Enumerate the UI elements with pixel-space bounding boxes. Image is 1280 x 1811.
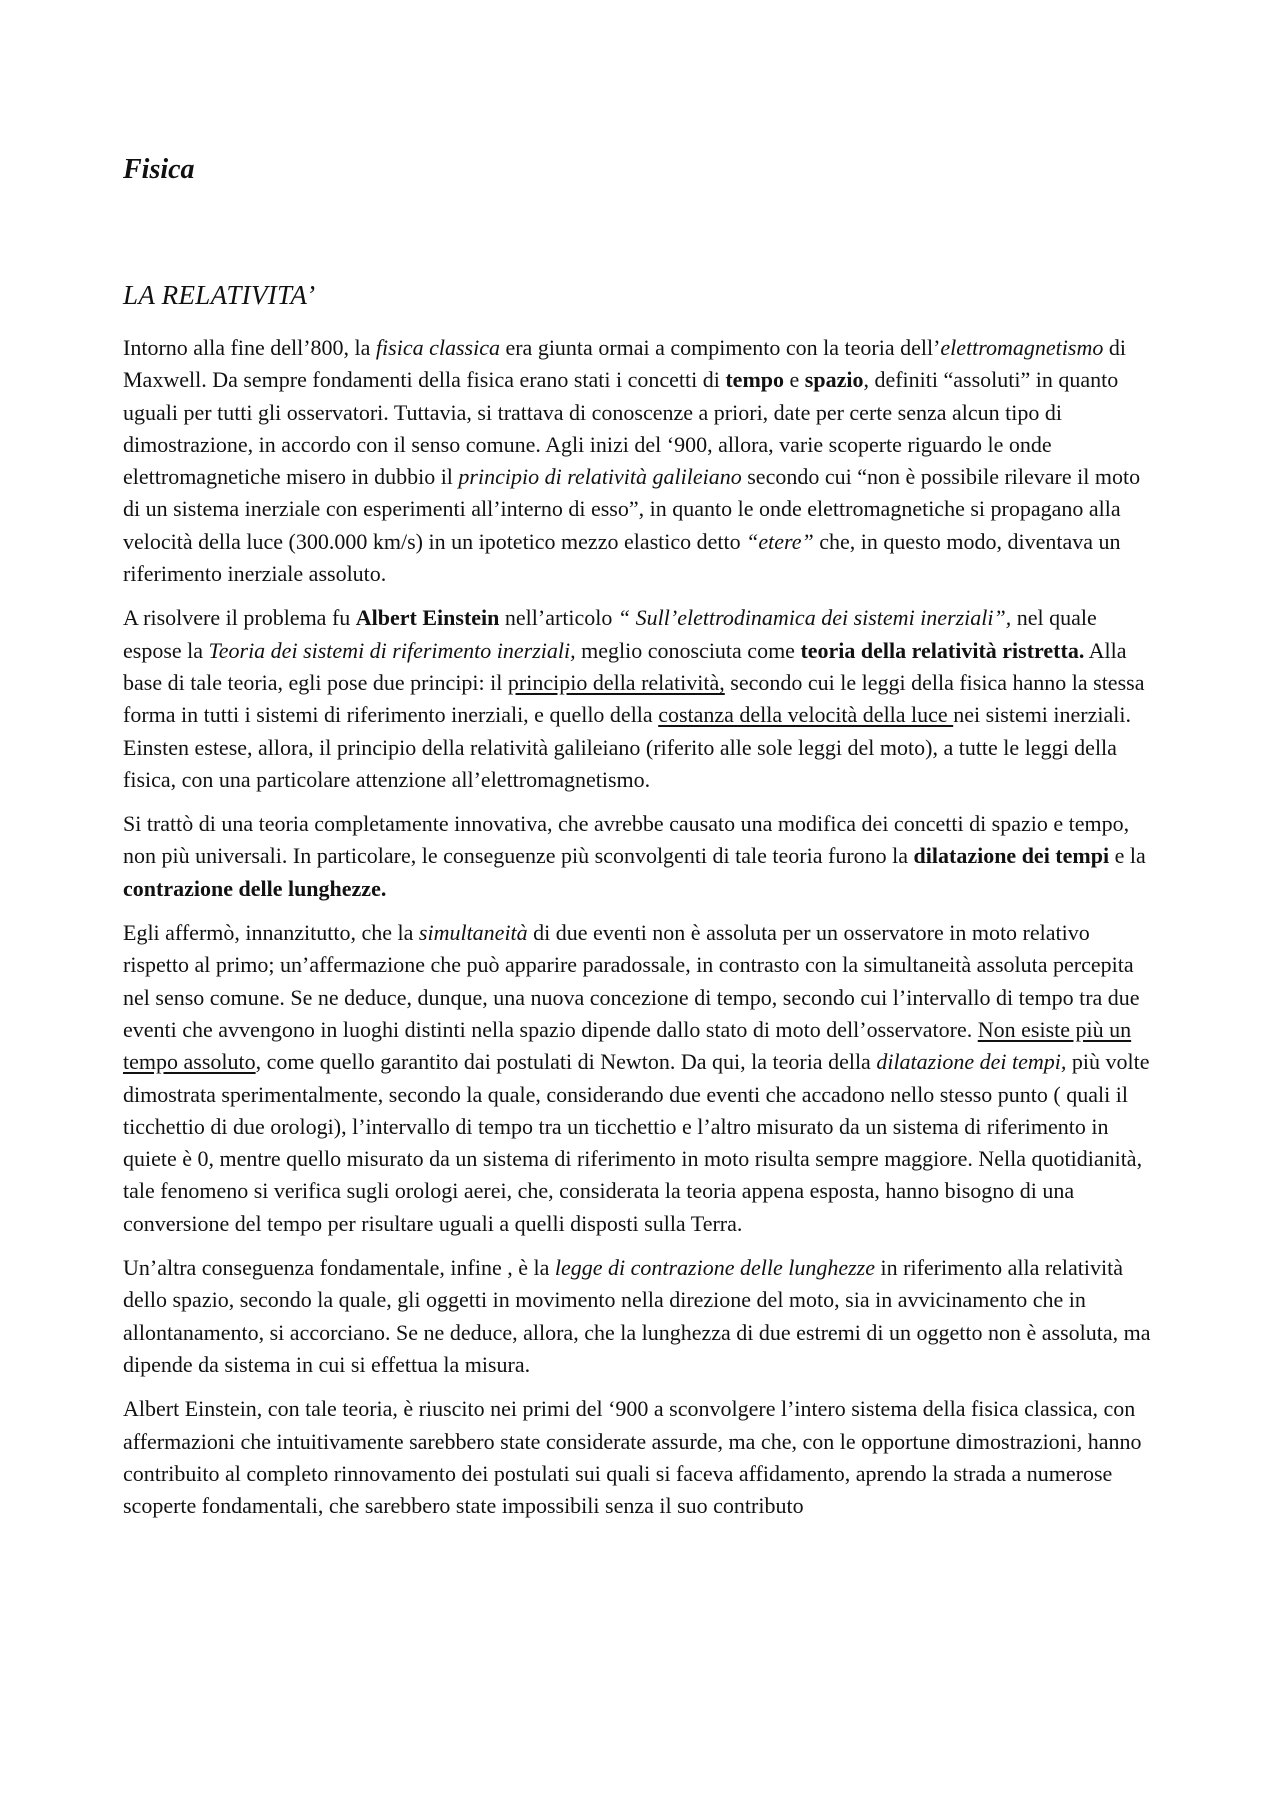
bold-text: contrazione delle lunghezze. [123,875,387,901]
text-run: nel quale espose la [123,605,1097,663]
italic-text: “etere” [746,528,814,554]
text-run: Si trattò di una teoria completamente innovativa, che avrebbe causato una modifica dei concetti di spazio e tempo, non più universali. In particolare, le conseguenze più sconvolgenti di tale teoria furono la [123,811,1130,869]
text-run: nei sistemi inerziali. Einsten estese, allora, il principio della relatività galileiano (riferito alle sole leggi del moto), a tutte le leggi della fisica, con una particolare attenzione all’elettromagnetismo. [123,702,1131,792]
body-text [123,332,1157,1522]
paragraph [123,602,1157,796]
text-run: A risolvere il problema fu [123,605,356,631]
bold-text: spazio [804,367,864,393]
paragraph [123,332,1157,590]
italic-text: principio di relatività galileiano [458,464,742,490]
bold-text: teoria della relatività ristretta. [800,637,1085,663]
italic-text: legge di contrazione delle lunghezze [554,1255,876,1281]
text-run: in riferimento alla relatività dello spazio, secondo la quale, gli oggetti in movimento nella direzione del moto, sia in avvicinamento che in allontanamento, si accorciano. Se ne deduce, allora, che la lunghezza di due estremi di un oggetto non è assoluta, ma dipende da sistema in cui si effettua la misura. [123,1255,1151,1377]
paragraph [123,917,1157,1240]
text-run: e [784,367,805,393]
underlined-text: costanza della velocità della luce [658,702,954,728]
bold-text: dilatazione dei tempi [913,843,1110,869]
text-run: e la [1109,843,1146,869]
text-run: , definiti “assoluti” in quanto uguali per tutti gli osservatori. Tuttavia, si trattava di conoscenze a priori, date per certe senza alcun tipo di dimostrazione, in accordo con il senso comune. Agli inizi del ‘900, allora, varie scoperte riguardo le onde elettromagnetiche misero in dubbio il [123,367,1119,490]
subject-heading: Fisica [123,154,195,185]
text-run: meglio conosciuta come [575,637,801,663]
text-run: di Maxwell. Da sempre fondamenti della fisica erano stati i concetti di [123,335,1126,393]
italic-text: “ Sull’elettrodinamica dei sistemi inerziali”, [617,605,1012,631]
paragraph [123,808,1157,905]
italic-text: Teoria dei sistemi di riferimento inerziali, [208,637,576,663]
bold-text: Albert Einstein [355,605,500,631]
text-run: Egli affermò, innanzitutto, che la [123,920,419,946]
underlined-text: Non esiste più un tempo assoluto [123,1016,1132,1075]
text-run: che, in questo modo, diventava un riferimento inerziale assoluto. [123,528,1121,587]
text-run: Alla base di tale teoria, egli pose due principi: il [123,637,1127,695]
italic-text: dilatazione dei tempi, [876,1049,1067,1075]
italic-text: elettromagnetismo [940,335,1104,360]
text-run: Albert Einstein, con tale teoria, è riuscito nei primi del ‘900 a sconvolgere l’intero sistema della fisica classica, con affermazioni che intuitivamente sarebbero state considerate assurde, ma che, con le opportune dimostrazioni, hanno contribuito al completo rinnovamento dei postulati sui quali si faceva affidamento, aprendo la strada a numerose scoperte fondamentali, che sarebbero state impossibili senza il suo contributo [123,1396,1142,1519]
text-run: Intorno alla fine dell’800, la [123,335,376,360]
underlined-text: principio della relatività, [507,669,725,695]
italic-text: fisica classica [375,335,500,360]
text-run: più volte dimostrata sperimentalmente, secondo la quale, considerando due eventi che accadono nello stesso punto ( quali il ticchettio di due orologi), l’intervallo di tempo tra un ticchettio e l’altro misurato da un sistema di riferimento in quiete è 0, mentre quello misurato da un sistema di riferimento in moto risulta sempre maggiore. Nella quotidianità, tale fenomeno si verifica sugli orologi aerei, che, considerata la teoria appena esposta, hanno bisogno di una conversione del tempo per risultare uguali a quelli disposti sulla Terra. [123,1049,1150,1236]
text-run: secondo cui le leggi della fisica hanno la stessa forma in tutti i sistemi di riferimento inerziali, e quello della [123,669,1145,728]
italic-text: simultaneità [418,920,528,946]
text-run: nell’articolo [499,605,618,631]
bold-text: tempo [725,367,785,393]
text-run: era giunta ormai a compimento con la teoria dell’ [499,335,941,360]
text-run: secondo cui “non è possibile rilevare il moto di un sistema inerziale con esperimenti all’interno di esso”, in quanto le onde elettromagnetiche si propagano alla velocità della luce (300.000 km/s) in un ipotetico mezzo elastico detto [123,464,1141,554]
text-run: Un’altra conseguenza fondamentale, infine , è la [123,1255,555,1281]
paragraph [123,1252,1157,1381]
text-run: , come quello garantito dai postulati di Newton. Da qui, la teoria della [255,1049,877,1075]
paragraph [123,1393,1157,1522]
text-run: di due eventi non è assoluta per un osservatore in moto relativo rispetto al primo; un’affermazione che può apparire paradossale, in contrasto con la simultaneità assoluta percepita nel senso comune. Se ne deduce, dunque, una nuova concezione di tempo, secondo cui l’intervallo di tempo tra due eventi che avvengono in luoghi distinti nella spazio dipende dallo stato di moto dell’osservatore. [123,920,1140,1042]
page-title: LA RELATIVITA’ [123,280,316,310]
